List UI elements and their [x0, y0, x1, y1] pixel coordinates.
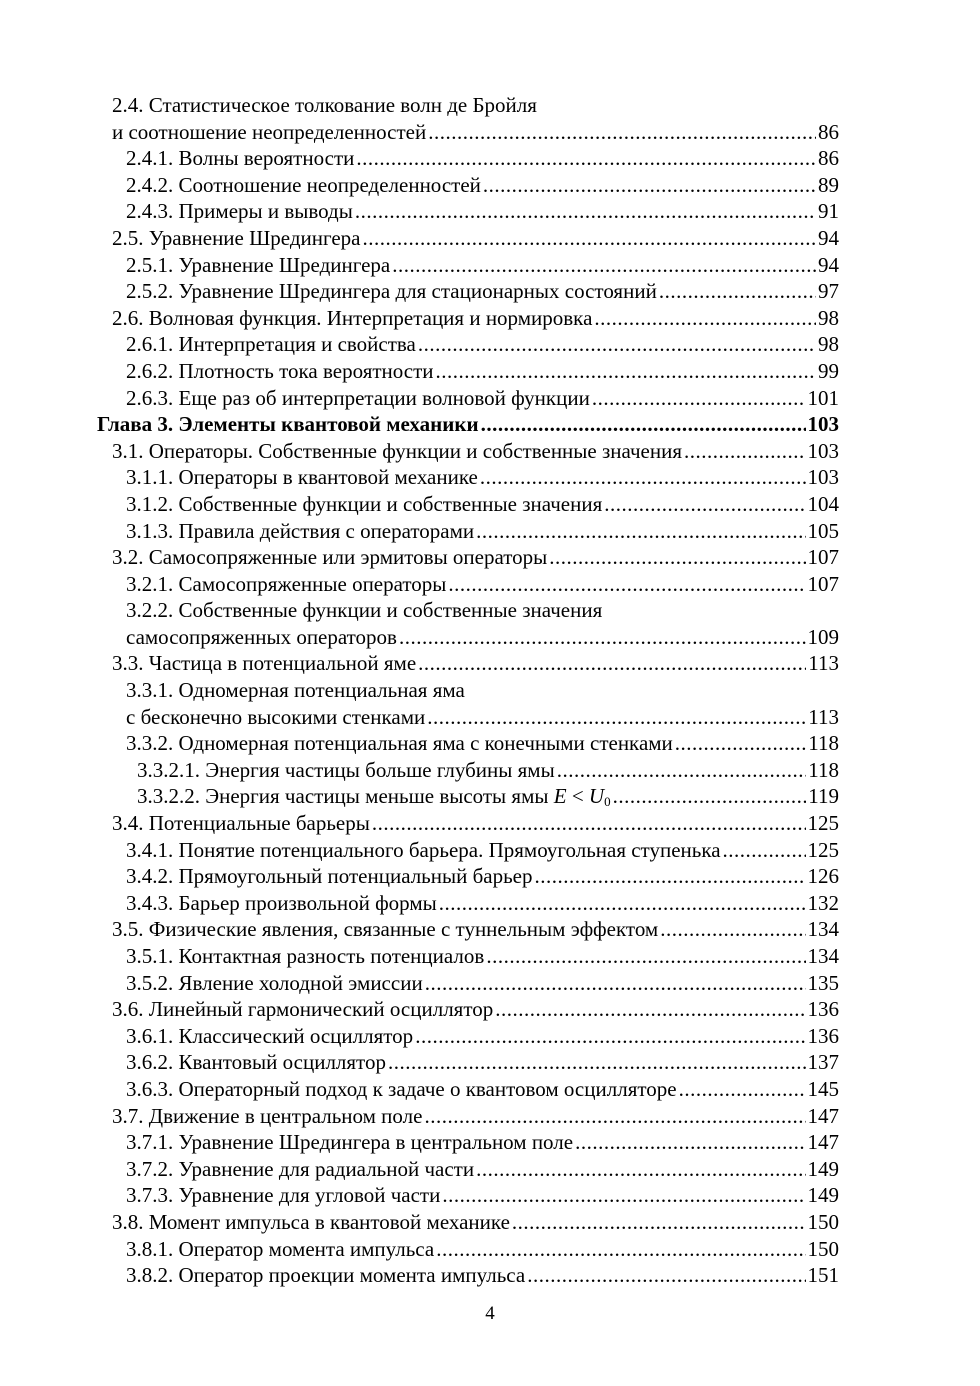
toc-entry [97, 278, 839, 305]
toc-entry-title: 3.4.3. Барьер произвольной формы [126, 890, 437, 915]
dot-leader [486, 943, 805, 970]
toc-entry-title: 3.5.2. Явление холодной эмиссии [126, 970, 423, 995]
toc-entry [97, 916, 839, 943]
toc-entry [97, 1236, 839, 1263]
toc-entry-title: Глава 3. Элементы квантовой механики [97, 412, 479, 437]
toc-entry-page: 147 [807, 1103, 839, 1128]
toc-line [97, 411, 839, 438]
dot-leader [418, 331, 816, 358]
toc-entry [97, 890, 839, 917]
toc-entry-page: 94 [818, 252, 839, 277]
toc-entry [97, 252, 839, 279]
dot-leader [392, 252, 816, 279]
toc-entry-page: 125 [807, 811, 839, 836]
toc-line [97, 331, 839, 358]
toc-entry [97, 677, 839, 730]
toc-entry-page: 149 [807, 1183, 839, 1208]
toc-entry-title: 3.6. Линейный гармонический осциллятор [112, 997, 494, 1022]
toc-entry-page: 150 [807, 1209, 839, 1234]
toc-line [97, 172, 839, 199]
toc-entry-page: 99 [818, 358, 839, 383]
toc-entry-page: 103 [807, 412, 839, 437]
toc-line [97, 1156, 839, 1183]
toc-line [97, 597, 839, 624]
toc-entry-page: 147 [807, 1130, 839, 1155]
dot-leader [535, 863, 806, 890]
dot-leader [481, 411, 806, 438]
toc-entry [97, 198, 839, 225]
toc-entry [97, 438, 839, 465]
toc-entry-page: 149 [807, 1156, 839, 1181]
toc-entry [97, 464, 839, 491]
page-number: 4 [485, 1303, 495, 1324]
toc-line [97, 837, 839, 864]
dot-leader [684, 438, 805, 465]
toc-entry-page: 103 [807, 465, 839, 490]
toc-entry-title: 3.3. Частица в потенциальной яме [112, 651, 417, 676]
toc-entry [97, 1156, 839, 1183]
toc-entry [97, 1182, 839, 1209]
dot-leader [436, 1236, 805, 1263]
toc-entry-title: самосопряженных операторов [126, 624, 397, 649]
dot-leader [399, 624, 806, 651]
toc-entry-page: 113 [808, 704, 839, 729]
toc-entry-title: 2.4.3. Примеры и выводы [126, 199, 353, 224]
toc-entry [97, 571, 839, 598]
toc-entry-page: 137 [807, 1050, 839, 1075]
toc-entry-page: 105 [807, 518, 839, 543]
toc-entry-title: 2.5. Уравнение Шредингера [112, 225, 361, 250]
toc-entry-title: 3.5. Физические явления, связанные с туннельным эффектом [112, 917, 659, 942]
dot-leader [594, 305, 816, 332]
toc-entry-title: 2.6. Волновая функция. Интерпретация и нормировка [112, 305, 593, 330]
toc-entry-title: 2.6.3. Еще раз об интерпретации волновой функции [126, 385, 590, 410]
dot-leader [613, 783, 807, 810]
toc-entry-page: 103 [807, 438, 839, 463]
toc-line [97, 970, 839, 997]
dot-leader [660, 916, 805, 943]
toc-line [97, 464, 839, 491]
toc-entry-title: 3.1.3. Правила действия с операторами [126, 518, 475, 543]
toc-line [97, 518, 839, 545]
toc-entry [97, 358, 839, 385]
toc-line [97, 145, 839, 172]
toc-line [97, 757, 839, 784]
toc-entry [97, 92, 839, 145]
toc-entry [97, 863, 839, 890]
toc-entry-title: 3.2.2. Собственные функции и собственные значения [126, 598, 603, 623]
toc-line [97, 571, 839, 598]
toc-entry-page: 150 [807, 1236, 839, 1261]
toc-entry [97, 1076, 839, 1103]
dot-leader [476, 1156, 805, 1183]
toc-entry-page: 118 [808, 731, 839, 756]
toc-entry [97, 411, 839, 438]
toc-entry [97, 1129, 839, 1156]
toc-entry-title: 3.7.1. Уравнение Шредингера в центральном поле [126, 1130, 574, 1155]
toc-entry [97, 1262, 839, 1289]
dot-leader [362, 225, 816, 252]
dot-leader [427, 704, 806, 731]
toc-entry-title: 2.6.1. Интерпретация и свойства [126, 332, 416, 357]
toc-entry-title: 2.5.1. Уравнение Шредингера [126, 252, 391, 277]
toc-entry [97, 331, 839, 358]
toc-line [97, 1023, 839, 1050]
toc-line [97, 544, 839, 571]
toc-entry-page: 118 [808, 757, 839, 782]
toc-line [97, 491, 839, 518]
toc-entry-page: 109 [807, 624, 839, 649]
dot-leader [549, 544, 805, 571]
toc-entry-title: 3.6.3. Операторный подход к задаче о квантовом осцилляторе [126, 1076, 677, 1101]
toc-line [97, 385, 839, 412]
toc-entry-page: 135 [807, 970, 839, 995]
dot-leader [418, 650, 806, 677]
toc-entry [97, 837, 839, 864]
dot-leader [425, 970, 806, 997]
toc-entry-title: 3.6.1. Классический осциллятор [126, 1023, 414, 1048]
toc-line [97, 278, 839, 305]
toc-line [97, 438, 839, 465]
toc-entry-page: 98 [818, 332, 839, 357]
toc-line [97, 252, 839, 279]
toc-entry [97, 1023, 839, 1050]
dot-leader [355, 198, 816, 225]
toc-line [97, 92, 839, 119]
toc-entry-page: 97 [818, 279, 839, 304]
toc-entry-page: 119 [808, 784, 839, 809]
dot-leader [415, 1023, 805, 1050]
toc-line [97, 943, 839, 970]
toc-entry-page: 94 [818, 225, 839, 250]
toc-line [97, 1103, 839, 1130]
toc-line [97, 730, 839, 757]
toc-entry-title: 3.1.2. Собственные функции и собственные значения [126, 491, 603, 516]
dot-leader [480, 464, 806, 491]
toc-entry-page: 86 [818, 146, 839, 171]
dot-leader [483, 172, 816, 199]
toc-entry-page: 136 [807, 997, 839, 1022]
toc-line [97, 677, 839, 704]
toc-entry-title: 3.2. Самосопряженные или эрмитовы операторы [112, 545, 548, 570]
toc-line [97, 1076, 839, 1103]
dot-leader [557, 757, 807, 784]
toc-entry [97, 145, 839, 172]
dot-leader [388, 1049, 806, 1076]
toc-entry [97, 1209, 839, 1236]
toc-entry [97, 650, 839, 677]
toc-line [97, 996, 839, 1023]
toc-entry-page: 113 [808, 651, 839, 676]
toc-entry [97, 172, 839, 199]
table-of-contents [97, 92, 839, 1289]
toc-entry [97, 1049, 839, 1076]
toc-entry [97, 1103, 839, 1130]
toc-entry-title: 2.4.2. Соотношение неопределенностей [126, 172, 481, 197]
toc-line [97, 119, 839, 146]
toc-line [97, 198, 839, 225]
dot-leader [428, 119, 816, 146]
toc-line [97, 783, 839, 810]
toc-entry-page: 125 [807, 837, 839, 862]
toc-entry [97, 597, 839, 650]
toc-line [97, 624, 839, 651]
toc-entry [97, 544, 839, 571]
toc-line [97, 305, 839, 332]
dot-leader [659, 278, 816, 305]
toc-line [97, 1049, 839, 1076]
toc-entry [97, 970, 839, 997]
toc-entry-title: 3.3.2.2. Энергия частицы меньше высоты ямы $E < U_0$ [137, 784, 611, 810]
toc-entry-page: 126 [807, 864, 839, 889]
toc-entry-title: 3.7.2. Уравнение для радиальной части [126, 1156, 475, 1181]
toc-entry [97, 757, 839, 784]
toc-entry-page: 107 [807, 571, 839, 596]
toc-entry-title: с бесконечно высокими стенками [126, 704, 426, 729]
toc-line [97, 704, 839, 731]
toc-entry-title: 3.1. Операторы. Собственные функции и собственные значения [112, 438, 683, 463]
toc-entry-title: и соотношение неопределенностей [112, 119, 427, 144]
dot-leader [527, 1262, 805, 1289]
toc-entry-page: 136 [807, 1023, 839, 1048]
toc-line [97, 863, 839, 890]
toc-entry-title: 3.8. Момент импульса в квантовой механике [112, 1209, 510, 1234]
toc-line [97, 1262, 839, 1289]
toc-entry-title: 2.6.2. Плотность тока вероятности [126, 358, 434, 383]
toc-line [97, 1129, 839, 1156]
dot-leader [675, 730, 806, 757]
toc-entry-title: 2.4. Статистическое толкование волн де Бройля [112, 93, 537, 117]
toc-entry-page: 151 [807, 1263, 839, 1288]
toc-entry [97, 305, 839, 332]
toc-entry-title: 3.7.3. Уравнение для угловой части [126, 1183, 441, 1208]
toc-line [97, 916, 839, 943]
dot-leader [604, 491, 805, 518]
dot-leader [442, 1182, 805, 1209]
toc-entry [97, 225, 839, 252]
toc-entry-title: 3.3.1. Одномерная потенциальная яма [126, 678, 465, 703]
toc-line [97, 650, 839, 677]
toc-entry-title: 3.8.2. Оператор проекции момента импульса [126, 1263, 526, 1288]
toc-entry-page: 134 [807, 944, 839, 968]
toc-entry [97, 518, 839, 545]
toc-entry [97, 730, 839, 757]
toc-entry [97, 996, 839, 1023]
dot-leader [436, 358, 816, 385]
toc-line [97, 1236, 839, 1263]
toc-entry [97, 385, 839, 412]
toc-entry-title: 3.2.1. Самосопряженные операторы [126, 571, 447, 596]
toc-entry-page: 89 [818, 172, 839, 197]
dot-leader [575, 1129, 805, 1156]
toc-entry-title: 3.6.2. Квантовый осциллятор [126, 1050, 386, 1075]
toc-entry-title: 2.4.1. Волны вероятности [126, 146, 355, 171]
toc-entry-title: 3.7. Движение в центральном поле [112, 1103, 423, 1128]
toc-line [97, 1209, 839, 1236]
dot-leader [476, 518, 805, 545]
toc-entry-title: 3.1.1. Операторы в квантовой механике [126, 465, 478, 490]
toc-entry-page: 145 [807, 1076, 839, 1101]
toc-entry-title: 3.8.1. Оператор момента импульса [126, 1236, 435, 1261]
toc-line [97, 358, 839, 385]
dot-leader [679, 1076, 806, 1103]
dot-leader [372, 810, 806, 837]
toc-entry-title: 3.5.1. Контактная разность потенциалов [126, 944, 485, 968]
dot-leader [424, 1103, 805, 1130]
toc-entry [97, 491, 839, 518]
dot-leader [356, 145, 816, 172]
dot-leader [439, 890, 806, 917]
toc-line [97, 225, 839, 252]
toc-line [97, 810, 839, 837]
toc-entry-page: 132 [807, 890, 839, 915]
toc-entry [97, 943, 839, 970]
toc-entry-page: 107 [807, 545, 839, 570]
toc-entry-page: 101 [807, 385, 839, 410]
toc-entry-title: 3.4.2. Прямоугольный потенциальный барьер [126, 864, 533, 889]
toc-entry-page: 98 [818, 305, 839, 330]
toc-entry-title: 2.5.2. Уравнение Шредингера для стационарных состояний [126, 279, 657, 304]
toc-entry-page: 134 [807, 917, 839, 942]
toc-entry [97, 783, 839, 810]
toc-entry-title: 3.3.2. Одномерная потенциальная яма с конечными стенками [126, 731, 673, 756]
dot-leader [448, 571, 805, 598]
toc-entry-title: 3.4.1. Понятие потенциального барьера. Прямоугольная ступенька [126, 837, 721, 862]
dot-leader [723, 837, 806, 864]
dot-leader [592, 385, 806, 412]
toc-entry [97, 810, 839, 837]
toc-entry-title: 3.3.2.1. Энергия частицы больше глубины ямы [137, 757, 555, 782]
toc-entry-page: 91 [818, 199, 839, 224]
toc-entry-page: 104 [807, 491, 839, 516]
toc-line [97, 1182, 839, 1209]
toc-line [97, 890, 839, 917]
dot-leader [512, 1209, 806, 1236]
toc-entry-page: 86 [818, 119, 839, 144]
toc-entry-title: 3.4. Потенциальные барьеры [112, 811, 370, 836]
dot-leader [495, 996, 805, 1023]
